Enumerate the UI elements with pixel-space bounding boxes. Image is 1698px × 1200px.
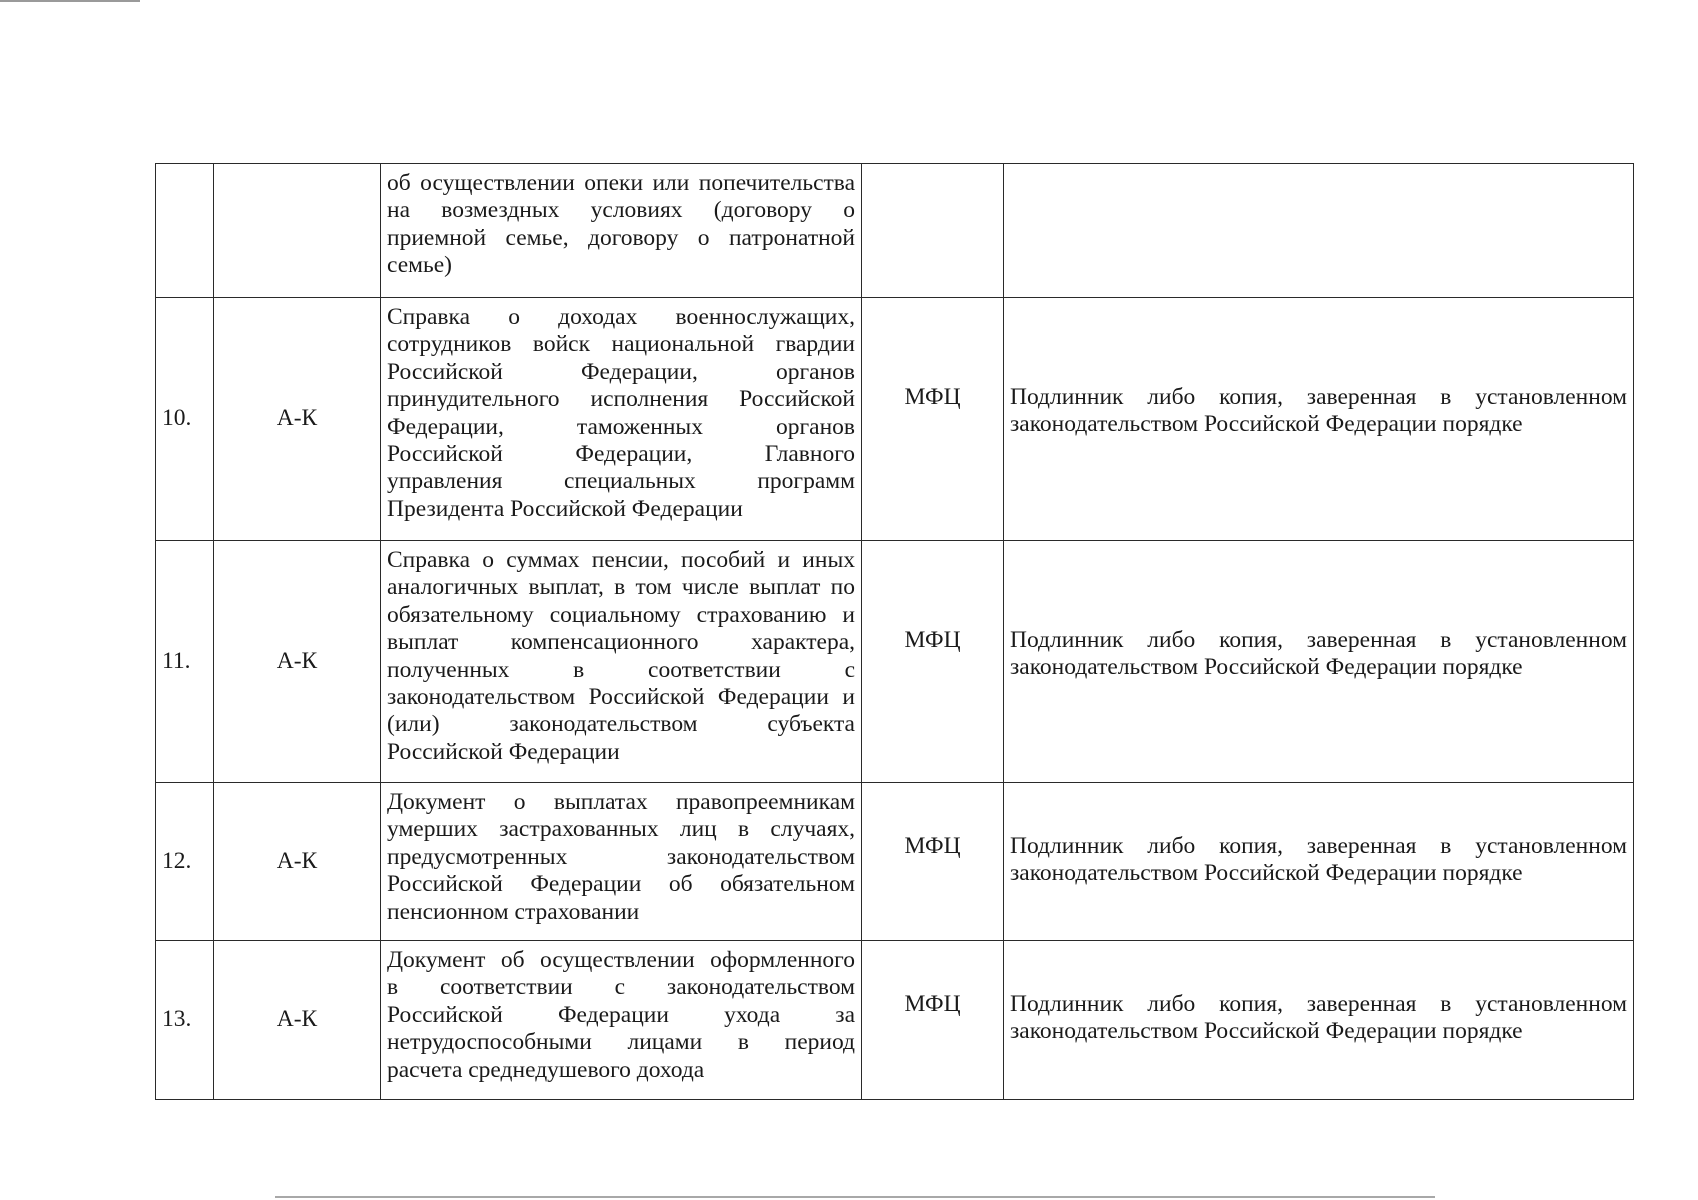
submission-form-cell <box>1004 541 1634 783</box>
row-number-cell: 13. <box>156 941 214 1100</box>
form-line: Подлинник либо копия, заверенная в установленном <box>1010 627 1627 653</box>
document-line: Справка о суммах пенсии, пособий и иных <box>387 547 855 573</box>
document-name-cell <box>381 783 862 941</box>
document-name-cell <box>381 298 862 541</box>
submission-form-cell <box>1004 783 1634 941</box>
document-line: в соответствии с законодательством <box>387 974 855 1001</box>
documents-table <box>155 163 1634 1100</box>
row-number-cell: 11. <box>156 541 214 783</box>
table-row <box>156 164 1634 298</box>
document-line: аналогичных выплат, в том числе выплат по <box>387 574 855 601</box>
form-line: законодательством Российской Федерации порядке <box>1010 1018 1523 1045</box>
document-line: расчета среднедушевого дохода <box>387 1056 705 1083</box>
scan-edge-top <box>0 0 140 2</box>
organization-cell <box>862 298 1004 541</box>
document-line: приемной семье, договору о патронатной <box>387 224 855 251</box>
document-line: обязательному социальному страхованию и <box>387 601 855 628</box>
document-line: принудительного исполнения Российской <box>387 386 855 413</box>
document-line: выплат компенсационного характера, <box>387 629 855 656</box>
document-line: на возмездных условиях (договору о <box>387 197 855 224</box>
form-line: Подлинник либо копия, заверенная в установленном <box>1010 991 1627 1017</box>
document-line: Российской Федерации об обязательном <box>387 871 855 898</box>
document-line: об осуществлении опеки или попечительства <box>387 170 855 196</box>
organization-label: МФЦ <box>904 833 961 859</box>
organization-label: МФЦ <box>904 991 961 1017</box>
form-line: законодательством Российской Федерации порядке <box>1010 654 1523 681</box>
row-number-cell: 12. <box>156 783 214 941</box>
document-name-cell <box>381 941 862 1100</box>
document-line: семье) <box>387 252 452 279</box>
organization-cell <box>862 783 1004 941</box>
organization-label: МФЦ <box>904 627 961 653</box>
document-line: полученных в соответствии с <box>387 656 855 683</box>
category-cell: А-К <box>214 941 381 1100</box>
document-line: сотрудников войск национальной гвардии <box>387 331 855 358</box>
row-number-cell: 10. <box>156 298 214 541</box>
document-line: умерших застрахованных лиц в случаях, <box>387 816 855 843</box>
document-line: Федерации, таможенных органов <box>387 413 855 440</box>
document-name-cell <box>381 541 862 783</box>
table-row <box>156 541 1634 783</box>
organization-cell <box>862 941 1004 1100</box>
document-line: предусмотренных законодательством <box>387 843 855 870</box>
submission-form-cell <box>1004 941 1634 1100</box>
table-row <box>156 941 1634 1100</box>
table-row <box>156 298 1634 541</box>
document-line: Российской Федерации ухода за <box>387 1001 855 1028</box>
document-line: Президента Российской Федерации <box>387 495 743 522</box>
organization-label: МФЦ <box>904 384 961 410</box>
submission-form-cell <box>1004 298 1634 541</box>
scan-edge-bottom <box>275 1196 1435 1198</box>
form-line: Подлинник либо копия, заверенная в установленном <box>1010 384 1627 410</box>
document-line: пенсионном страховании <box>387 898 640 925</box>
category-cell: А-К <box>214 541 381 783</box>
document-line: Российской Федерации, органов <box>387 358 855 385</box>
form-line: Подлинник либо копия, заверенная в установленном <box>1010 833 1627 859</box>
document-line: Российской Федерации, Главного <box>387 440 855 467</box>
row-number-cell <box>156 164 214 298</box>
category-cell: А-К <box>214 298 381 541</box>
document-line: Справка о доходах военнослужащих, <box>387 304 855 330</box>
document-line: законодательством Российской Федерации и <box>387 683 855 710</box>
form-line: законодательством Российской Федерации порядке <box>1010 860 1523 887</box>
organization-cell <box>862 164 1004 298</box>
document-line: Документ о выплатах правопреемникам <box>387 789 855 815</box>
document-line: нетрудоспособными лицами в период <box>387 1029 855 1056</box>
document-line: (или) законодательством субъекта <box>387 711 855 738</box>
table-row <box>156 783 1634 941</box>
form-line: законодательством Российской Федерации порядке <box>1010 411 1523 438</box>
document-name-cell <box>381 164 862 298</box>
document-line: Документ об осуществлении оформленного <box>387 947 855 973</box>
document-line: Российской Федерации <box>387 738 620 765</box>
category-cell: А-К <box>214 783 381 941</box>
category-cell <box>214 164 381 298</box>
submission-form-cell <box>1004 164 1634 298</box>
document-line: управления специальных программ <box>387 468 855 495</box>
organization-cell <box>862 541 1004 783</box>
